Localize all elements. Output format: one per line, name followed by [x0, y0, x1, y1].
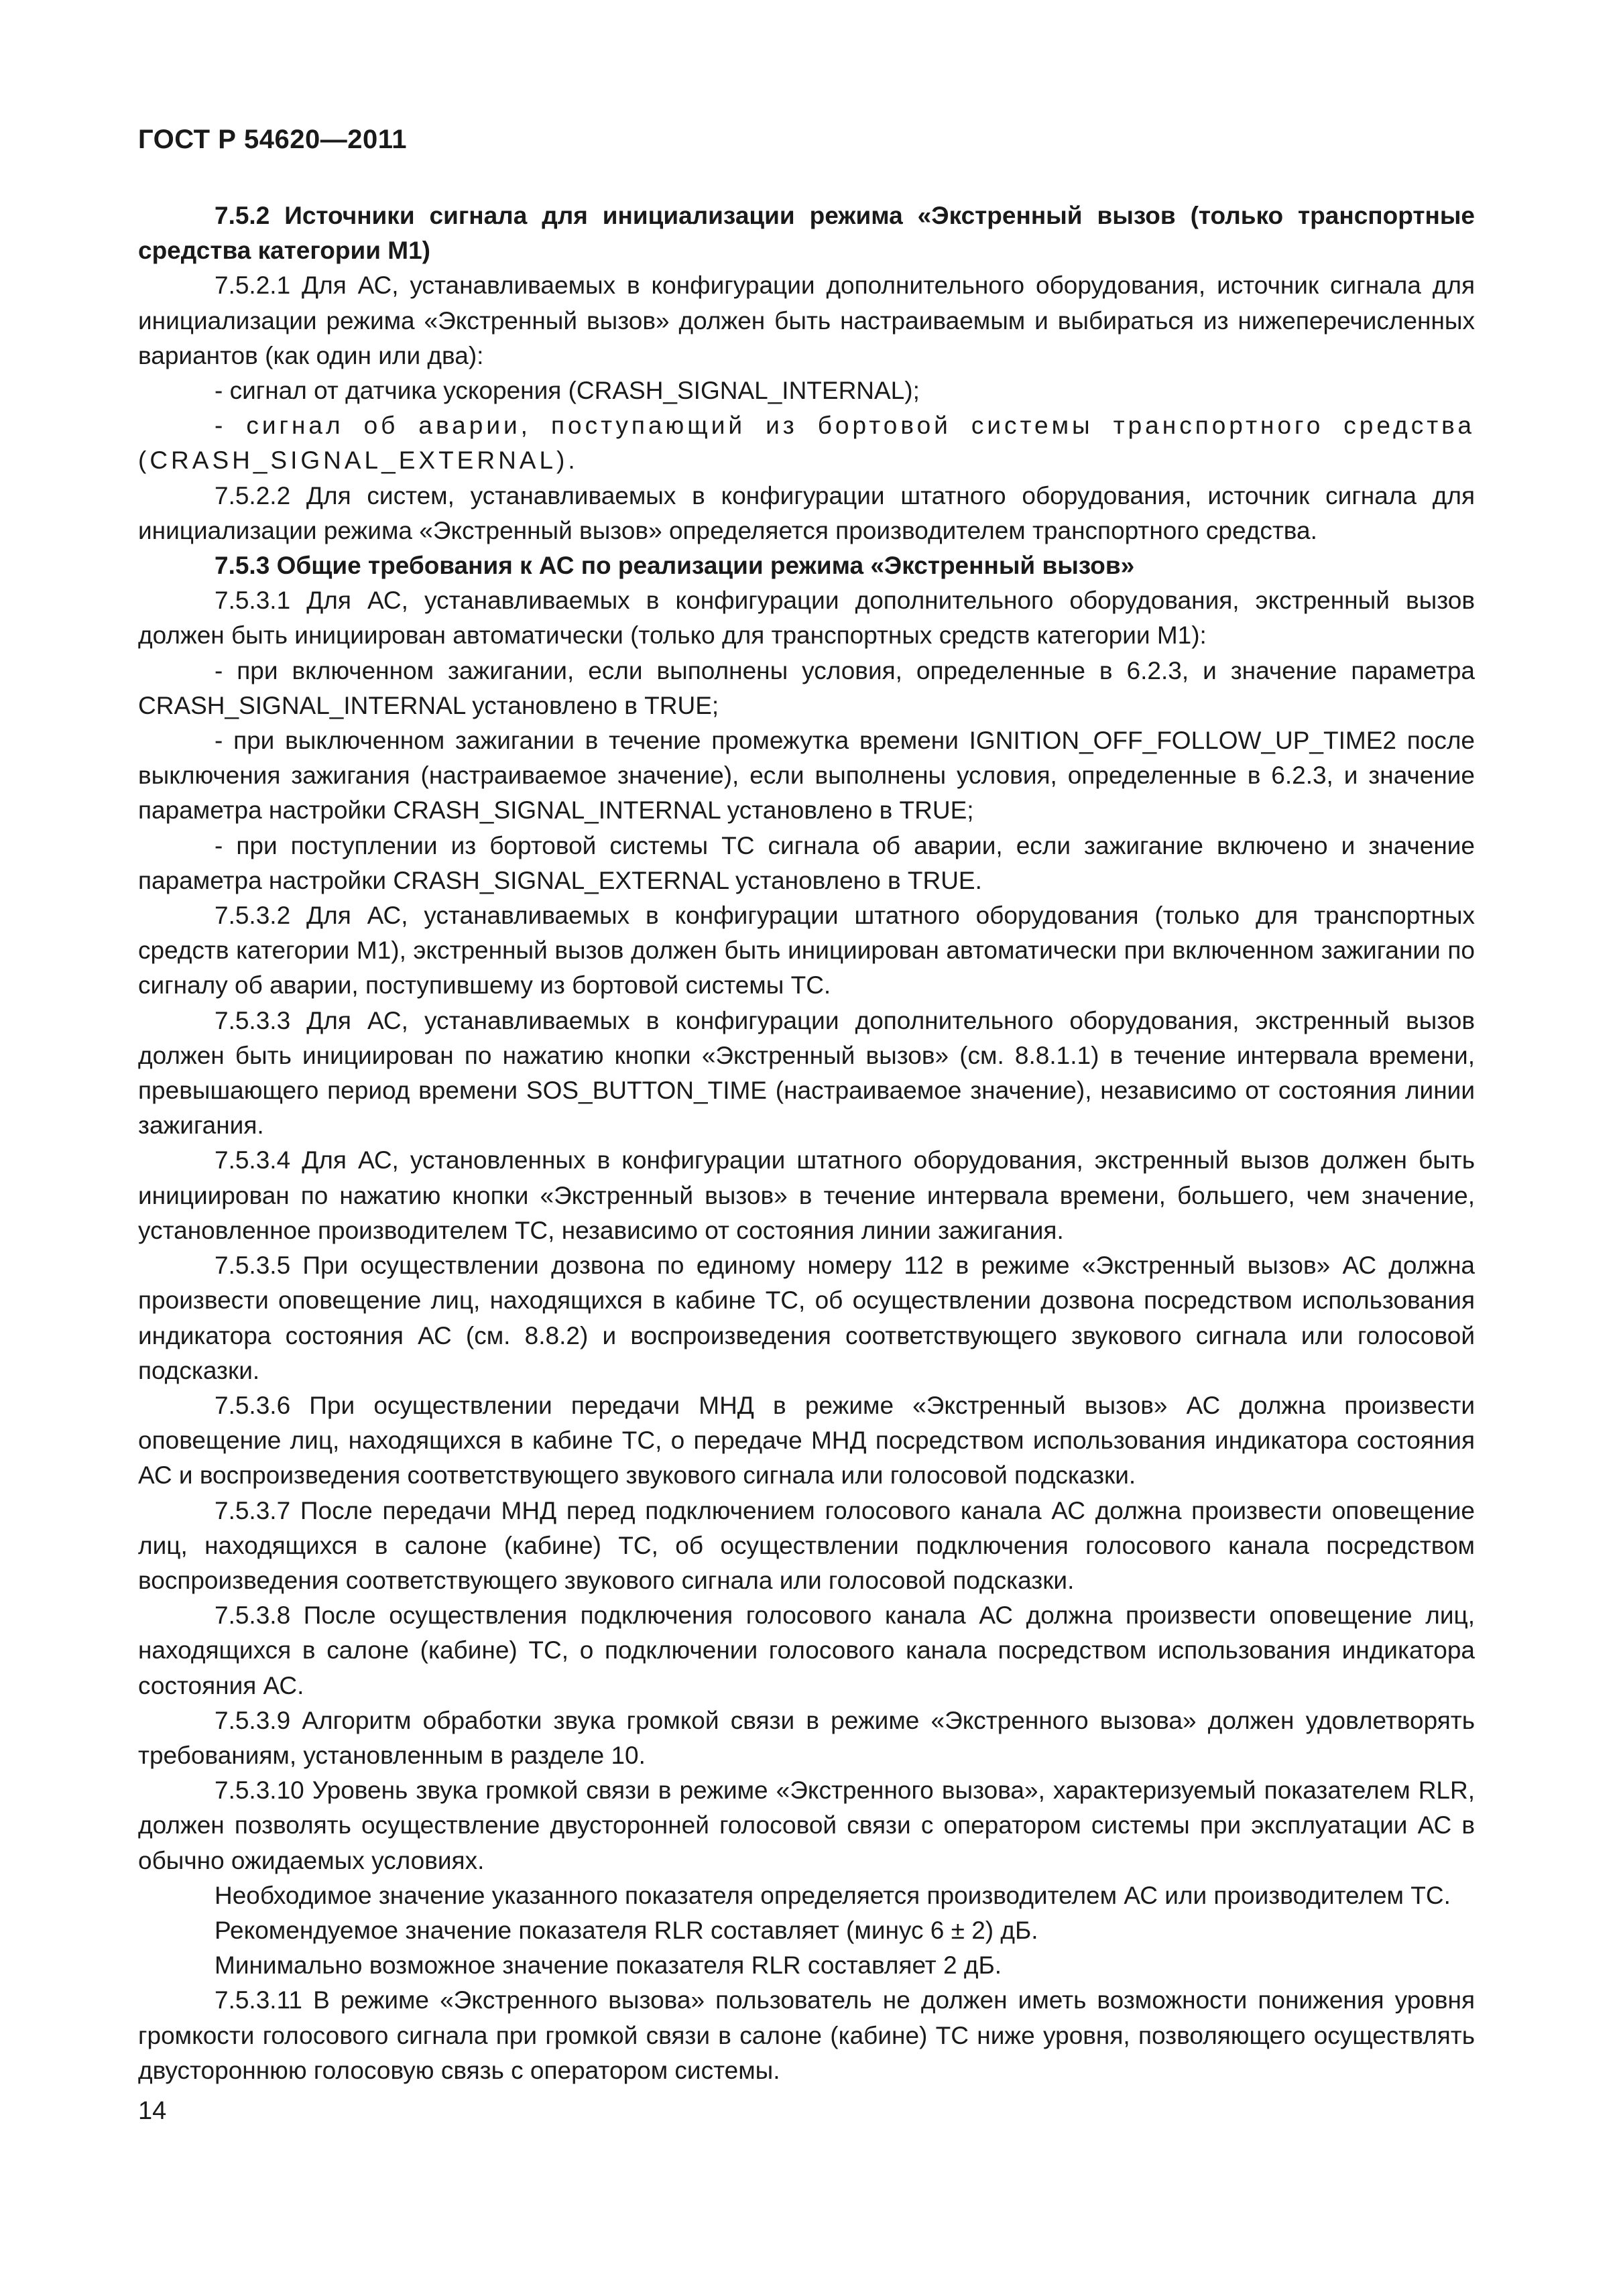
paragraph: 7.5.3.1 Для АС, устанавливаемых в конфигурации дополнительного оборудования, экстренный вызов должен быть инициирован автоматически (только для транспортных средств категории М1):: [138, 587, 1475, 650]
paragraph: 7.5.2.2 Для систем, устанавливаемых в конфигурации штатного оборудования, источник сигнала для инициализации режима «Экстренный вызов» определяется производителем транспортного средства.: [138, 481, 1475, 544]
list-item: - при включенном зажигании, если выполнены условия, определенные в 6.2.3, и значение параметра CRASH_SIGNAL_INTERNAL установлено в TRUE;: [138, 656, 1475, 719]
paragraph: 7.5.3.10 Уровень звука громкой связи в режиме «Экстренного вызова», характеризуемый показателем RLR, должен позволять осуществление двусторонней голосовой связи с оператором системы при эксплуатации АС в обычно ожидаемых условиях.: [138, 1776, 1475, 1874]
section-heading: 7.5.3 Общие требования к АС по реализации режима «Экстренный вызов»: [215, 552, 1135, 580]
paragraph: Необходимое значение указанного показателя определяется производителем АС или производителем ТС.: [215, 1881, 1451, 1909]
list-item: - сигнал от датчика ускорения (CRASH_SIGNAL_INTERNAL);: [215, 377, 920, 405]
section-heading: 7.5.2 Источники сигнала для инициализации режима «Экстренный вызов (только транспортные средства категории М1): [138, 202, 1475, 265]
list-item: - сигнал об аварии, поступающий из бортовой системы транспортного средства (CRASH_SIGNAL_EXTERNAL).: [138, 412, 1475, 475]
paragraph: Минимально возможное значение показателя RLR составляет 2 дБ.: [215, 1951, 1002, 1980]
paragraph: 7.5.3.8 После осуществления подключения голосового канала АС должна произвести оповещение лиц, находящихся в салоне (кабине) ТС, о подключении голосового канала посредством использования индикатора состояния АС.: [138, 1602, 1475, 1699]
paragraph: 7.5.2.1 Для АС, устанавливаемых в конфигурации дополнительного оборудования, источник сигнала для инициализации режима «Экстренный вызов» должен быть настраиваемым и выбираться из нижеперечисленных вариантов (как один или два):: [138, 271, 1475, 369]
paragraph: 7.5.3.11 В режиме «Экстренного вызова» пользователь не должен иметь возможности понижения уровня громкости голосового сигнала при громкой связи в салоне (кабине) ТС ниже уровня, позволяющего осуществлять двустороннюю голосовую связь с оператором системы.: [138, 1986, 1475, 2084]
document-header: ГОСТ Р 54620—2011: [138, 125, 407, 154]
list-item: - при выключенном зажигании в течение промежутка времени IGNITION_OFF_FOLLOW_UP_TIME2 после выключения зажигания (настраиваемое значение), если выполнены условия, определенные в 6.2.3, и значение параметра настройки CRASH_SIGNAL_INTERNAL установлено в TRUE;: [138, 727, 1475, 825]
paragraph: 7.5.3.2 Для АС, устанавливаемых в конфигурации штатного оборудования (только для транспортных средств категории М1), экстренный вызов должен быть инициирован автоматически при включенном зажигании по сигналу об аварии, поступившему из бортовой системы ТС.: [138, 902, 1475, 1000]
paragraph: 7.5.3.6 При осуществлении передачи МНД в режиме «Экстренный вызов» АС должна произвести оповещение лиц, находящихся в кабине ТС, о передаче МНД посредством использования индикатора состояния АС и воспроизведения соответствующего звукового сигнала или голосовой подсказки.: [138, 1391, 1475, 1490]
paragraph: Рекомендуемое значение показателя RLR составляет (минус 6 ± 2) дБ.: [215, 1916, 1038, 1944]
paragraph: 7.5.3.7 После передачи МНД перед подключением голосового канала АС должна произвести оповещение лиц, находящихся в салоне (кабине) ТС, об осуществлении подключения голосового канала посредством воспроизведения соответствующего звукового сигнала или голосовой подсказки.: [138, 1496, 1475, 1594]
paragraph: 7.5.3.9 Алгоритм обработки звука громкой связи в режиме «Экстренного вызова» должен удовлетворять требованиям, установленным в разделе 10.: [138, 1706, 1475, 1769]
paragraph: 7.5.3.4 Для АС, установленных в конфигурации штатного оборудования, экстренный вызов должен быть инициирован по нажатию кнопки «Экстренный вызов» в течение интервала времени, большего, чем значение, установленное производителем ТС, независимо от состояния линии зажигания.: [138, 1146, 1475, 1244]
paragraph: 7.5.3.5 При осуществлении дозвона по единому номеру 112 в режиме «Экстренный вызов» АС должна произвести оповещение лиц, находящихся в кабине ТС, об осуществлении дозвона посредством использования индикатора состояния АС (см. 8.8.2) и воспроизведения соответствующего звукового сигнала или голосовой подсказки.: [138, 1252, 1475, 1384]
document-body: [138, 198, 1475, 2088]
list-item: - при поступлении из бортовой системы ТС сигнала об аварии, если зажигание включено и значение параметра настройки CRASH_SIGNAL_EXTERNAL установлено в TRUE.: [138, 831, 1475, 894]
paragraph: 7.5.3.3 Для АС, устанавливаемых в конфигурации дополнительного оборудования, экстренный вызов должен быть инициирован по нажатию кнопки «Экстренный вызов» (см. 8.8.1.1) в течение интервала времени, превышающего период времени SOS_BUTTON_TIME (настраиваемое значение), независимо от состояния линии зажигания.: [138, 1006, 1475, 1140]
page-number: 14: [138, 2097, 167, 2125]
